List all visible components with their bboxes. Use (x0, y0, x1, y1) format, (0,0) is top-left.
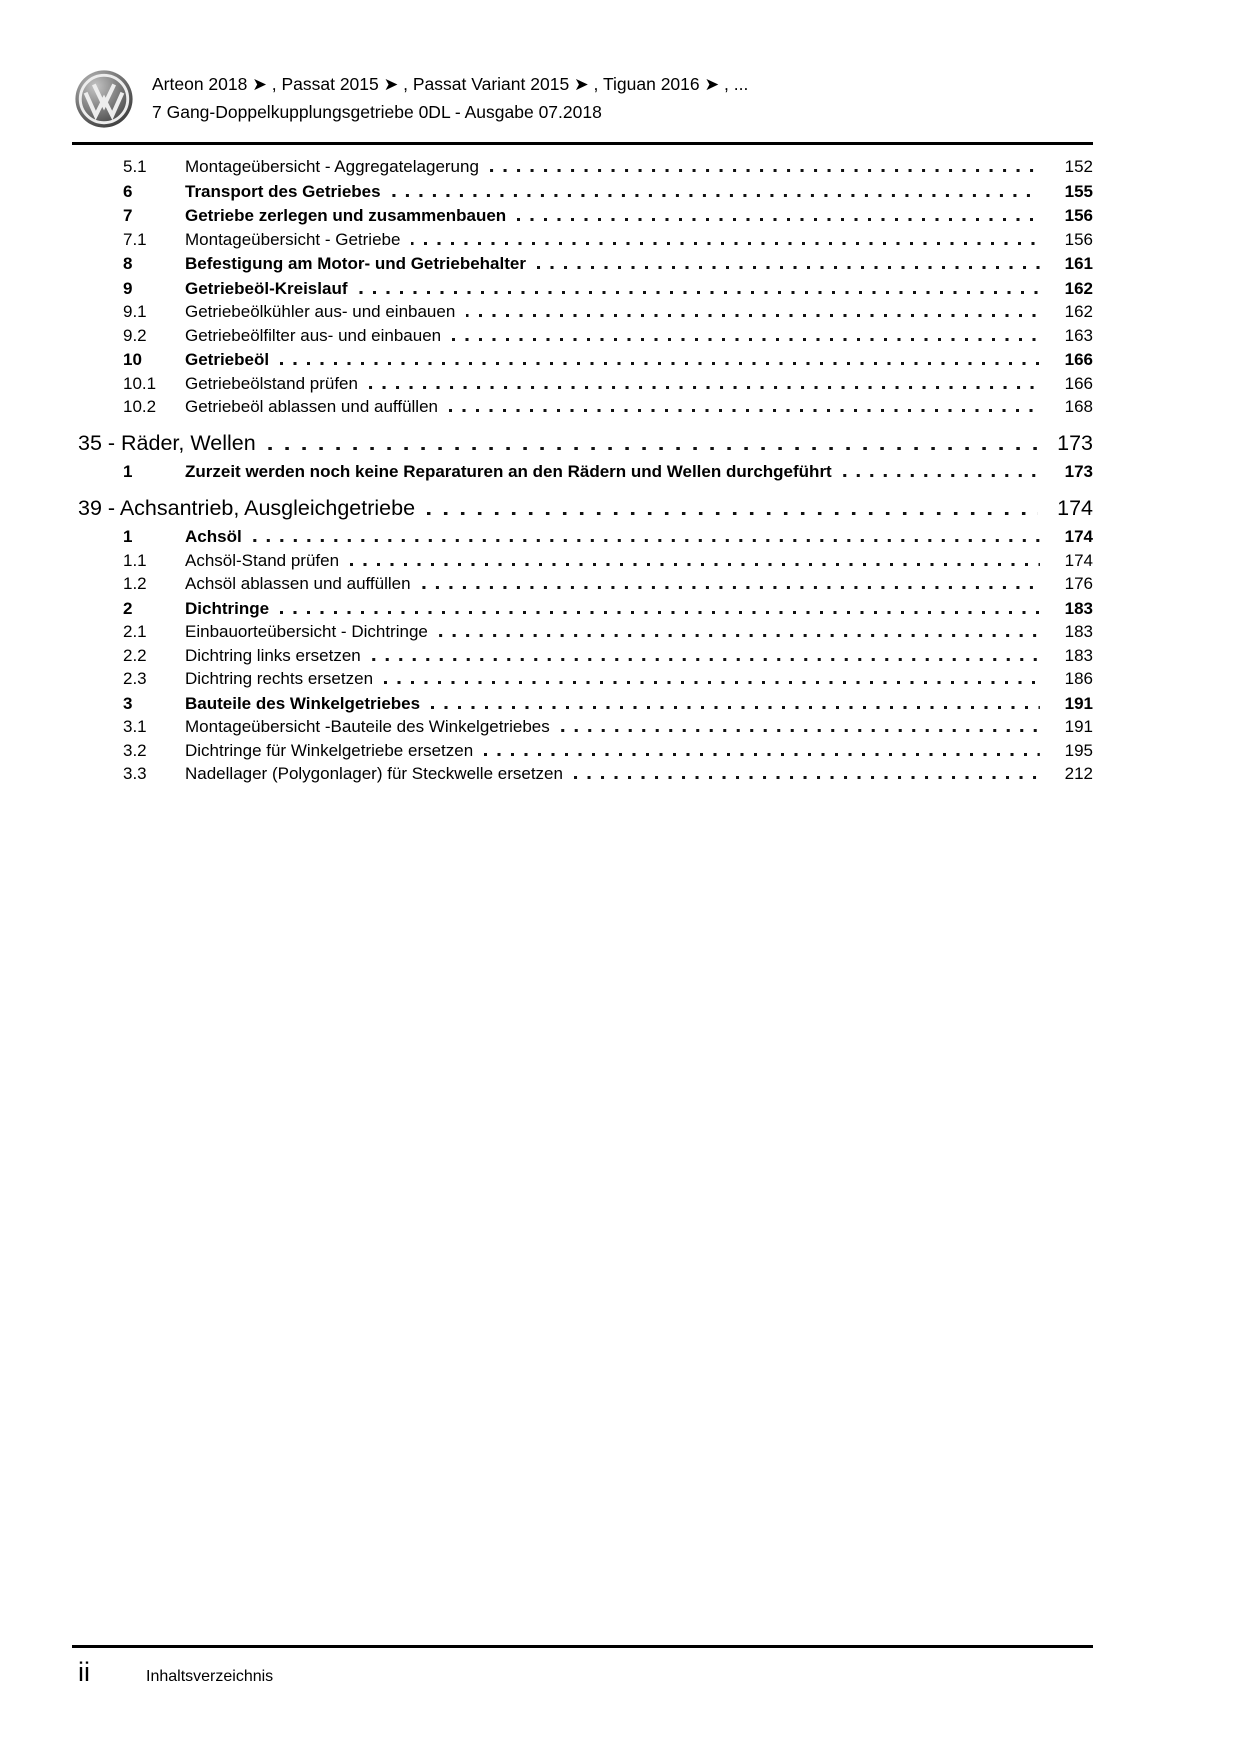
toc-entry-row (72, 398, 1093, 416)
toc-entry-title: Dichtringe für Winkelgetriebe ersetzen (185, 740, 474, 760)
toc-entry-row (72, 375, 1093, 393)
toc-entry-title: Zurzeit werden noch keine Reparaturen an den Rädern und Wellen durchgeführt (185, 462, 832, 481)
toc-entry-row (72, 718, 1093, 736)
dot-leader-icon (253, 539, 1040, 542)
toc-entry-page: 183 (1064, 598, 1093, 618)
toc-entry-number: 7.1 (123, 229, 147, 249)
toc-entry-title: Dichtringe (185, 598, 270, 618)
toc-chapter-page: 174 (1057, 496, 1093, 520)
toc-entry-row (72, 695, 1093, 713)
toc-entry-row (72, 765, 1093, 783)
dot-leader-icon (411, 242, 1040, 245)
toc-entry-page: 191 (1064, 717, 1093, 736)
toc-entry-number: 9.1 (123, 302, 147, 321)
toc-entry-number: 1.2 (123, 574, 147, 593)
toc-entry-page: 186 (1064, 669, 1093, 688)
toc-entry-title: Dichtring rechts ersetzen (185, 669, 374, 688)
toc-entry-title: Getriebeöl ablassen und auffüllen (185, 397, 438, 416)
toc-entry-page: 195 (1064, 740, 1093, 760)
dot-leader-icon (422, 586, 1040, 589)
toc-entry-title: Montageübersicht - Getriebe (185, 229, 401, 249)
toc-entry-page: 162 (1064, 278, 1093, 298)
toc-entry-title: Einbauorteübersicht - Dichtringe (185, 622, 428, 641)
dot-leader-icon (517, 218, 1040, 221)
toc-entry-row (72, 647, 1093, 665)
toc-entry-page: 183 (1064, 622, 1093, 641)
toc-entry-row (72, 600, 1093, 618)
toc-entry-number: 10 (123, 350, 142, 369)
dot-leader-icon (484, 753, 1040, 756)
dot-leader-icon (449, 409, 1040, 412)
toc-chapter-row (72, 431, 1093, 455)
toc-entry-page: 163 (1064, 325, 1093, 345)
dot-leader-icon (466, 314, 1040, 317)
toc-entry-number: 3 (123, 693, 133, 713)
toc-entry-number: 10.2 (123, 397, 157, 416)
toc-entry-number: 8 (123, 254, 133, 273)
toc-entry-title: Bauteile des Winkelgetriebes (185, 693, 421, 713)
footer-label: Inhaltsverzeichnis (146, 1668, 274, 1685)
toc-entry-number: 2.3 (123, 669, 147, 688)
toc-entry-title: Dichtring links ersetzen (185, 645, 361, 665)
dot-leader-icon (427, 512, 1038, 516)
toc-entry-row (72, 623, 1093, 641)
dot-leader-icon (537, 266, 1040, 269)
toc-entry-page: 155 (1064, 181, 1093, 201)
header-subtitle-line: 7 Gang-Doppelkupplungsgetriebe 0DL - Ausgabe 07.2018 (152, 102, 602, 122)
toc-entry-page: 168 (1064, 397, 1093, 416)
toc-entry-number: 9.2 (123, 325, 147, 345)
toc-entry-page: 212 (1064, 764, 1093, 783)
toc-entry-title: Nadellager (Polygonlager) für Steckwelle ersetzen (185, 764, 563, 783)
toc-entry-title: Getriebeölstand prüfen (185, 373, 358, 393)
toc-entry-number: 1 (123, 462, 133, 481)
toc-entry-page: 174 (1064, 550, 1093, 570)
toc-entry-row (72, 552, 1093, 570)
dot-leader-icon (268, 447, 1038, 451)
toc-entry-number: 1 (123, 527, 133, 546)
toc-entry-title: Transport des Getriebes (185, 181, 381, 201)
toc-entry-title: Getriebeöl-Kreislauf (185, 278, 348, 298)
dot-leader-icon (372, 658, 1040, 661)
toc-entry-row (72, 528, 1093, 546)
toc-entry-page: 156 (1064, 229, 1093, 249)
vw-logo-icon (72, 68, 136, 130)
toc-entry-page: 173 (1064, 462, 1093, 481)
dot-leader-icon (561, 729, 1040, 732)
toc-chapter-row (72, 496, 1093, 520)
toc-entry-title: Montageübersicht - Aggregatelagerung (185, 157, 479, 176)
toc-entry-page: 162 (1064, 302, 1093, 321)
toc-entry-title: Montageübersicht -Bauteile des Winkelgetriebes (185, 717, 550, 736)
header-models-line: Arteon 2018 ➤ , Passat 2015 ➤ , Passat Variant 2015 ➤ , Tiguan 2016 ➤ , ... (152, 74, 749, 94)
toc-entry-row (72, 351, 1093, 369)
dot-leader-icon (843, 474, 1040, 477)
toc-entry-page: 152 (1064, 157, 1093, 176)
toc-entry-number: 2.2 (123, 645, 147, 665)
dot-leader-icon (359, 291, 1041, 294)
toc-entry-row (72, 575, 1093, 593)
page-footer (72, 1645, 1093, 1686)
toc-entry-number: 3.3 (123, 764, 147, 783)
toc-entry-row (72, 255, 1093, 273)
dot-leader-icon (392, 194, 1040, 197)
toc-entry-row (72, 327, 1093, 345)
toc-entry-page: 176 (1064, 574, 1093, 593)
dot-leader-icon (384, 681, 1040, 684)
dot-leader-icon (574, 776, 1040, 779)
toc-entry-page: 174 (1064, 527, 1093, 546)
toc-entry-number: 3.1 (123, 717, 147, 736)
toc-chapter-page: 173 (1057, 431, 1093, 455)
dot-leader-icon (490, 169, 1040, 172)
footer-page-number: ii (78, 1657, 90, 1687)
toc-entry-row (72, 158, 1093, 176)
toc-entry-page: 166 (1064, 373, 1093, 393)
toc-entry-row (72, 303, 1093, 321)
toc-chapter-label: 35 - Räder, Wellen (78, 431, 256, 455)
dot-leader-icon (350, 563, 1040, 566)
toc-entry-number: 1.1 (123, 550, 147, 570)
toc-entry-row (72, 670, 1093, 688)
toc-entry-page: 156 (1064, 206, 1093, 225)
dot-leader-icon (439, 634, 1040, 637)
dot-leader-icon (431, 706, 1040, 709)
toc-entry-row (72, 280, 1093, 298)
toc-entry-page: 161 (1064, 254, 1093, 273)
toc-entry-number: 2.1 (123, 622, 147, 641)
toc-entry-title: Achsöl-Stand prüfen (185, 550, 340, 570)
toc-entry-number: 6 (123, 181, 133, 201)
page-header (72, 66, 1093, 145)
toc-entry-number: 3.2 (123, 740, 147, 760)
toc-entry-page: 183 (1064, 645, 1093, 665)
toc-entry-title: Achsöl (185, 527, 242, 546)
toc-entry-title: Befestigung am Motor- und Getriebehalter (185, 254, 526, 273)
toc-entry-title: Getriebeölfilter aus- und einbauen (185, 325, 442, 345)
toc-entry-title: Getriebeöl (185, 350, 270, 369)
toc-entry-row (72, 231, 1093, 249)
dot-leader-icon (280, 611, 1040, 614)
toc-entry-row (72, 742, 1093, 760)
header-text-block (152, 66, 748, 126)
toc-entry-number: 5.1 (123, 157, 147, 176)
toc-entry-number: 9 (123, 278, 133, 298)
toc-entry-title: Achsöl ablassen und auffüllen (185, 574, 411, 593)
toc-entry-row (72, 463, 1093, 481)
toc-entry-row (72, 207, 1093, 225)
toc-entry-number: 2 (123, 598, 133, 618)
dot-leader-icon (369, 386, 1040, 389)
toc-entry-page: 191 (1064, 693, 1093, 713)
toc-chapter-label: 39 - Achsantrieb, Ausgleichgetriebe (78, 496, 416, 520)
toc-entry-title: Getriebeölkühler aus- und einbauen (185, 302, 456, 321)
toc-entry-number: 10.1 (123, 373, 157, 393)
toc-entry-page: 166 (1064, 350, 1093, 369)
toc (72, 158, 1093, 789)
toc-entry-title: Getriebe zerlegen und zusammenbauen (185, 206, 507, 225)
dot-leader-icon (280, 362, 1040, 365)
toc-entry-row (72, 183, 1093, 201)
toc-entry-number: 7 (123, 206, 133, 225)
dot-leader-icon (452, 338, 1040, 341)
